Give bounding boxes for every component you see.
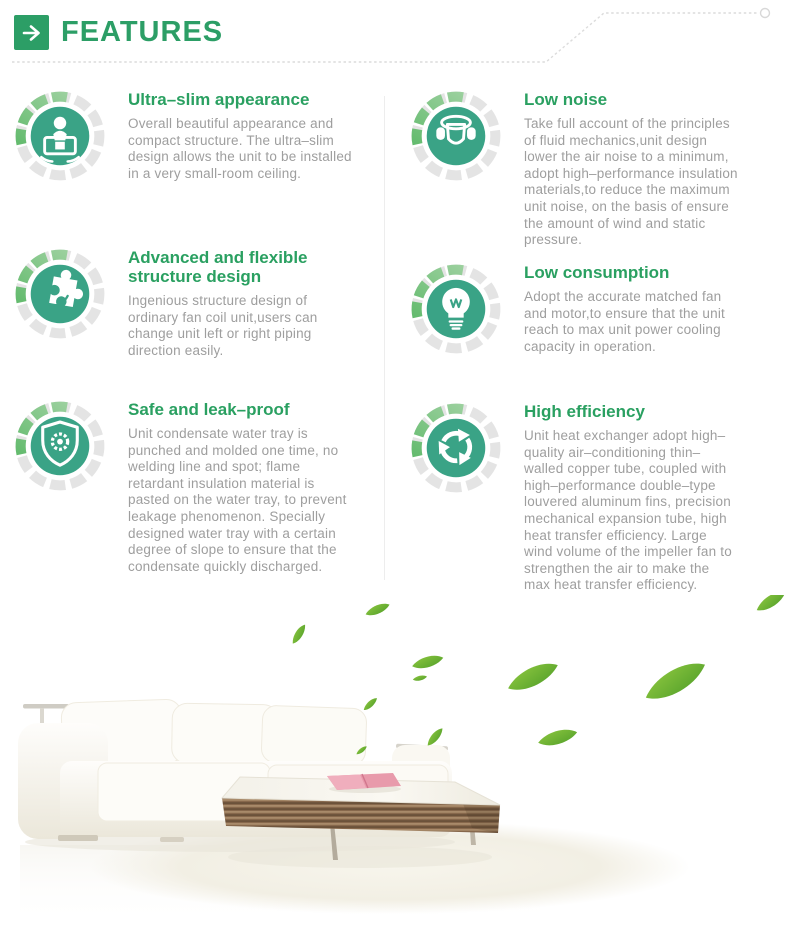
recycle-icon bbox=[408, 400, 504, 496]
feature-title: Safe and leak–proof bbox=[128, 400, 290, 419]
feature-ultra-slim bbox=[12, 88, 356, 184]
feature-title: Low consumption bbox=[524, 263, 670, 282]
feature-body: Unit condensate water tray is punched and molded one time, no welding line and spot; flame retardant insulation material is pasted on the water tray, to prevent leakage phenomenon. Specially designed water tray with a certain degree of slope to ensure that the condensate quickly discharged. bbox=[128, 426, 347, 574]
feature-title: Advanced and flexible structure design bbox=[128, 248, 308, 286]
feature-body: Ingenious structure design of ordinary fan coil unit,users can change unit left or right piping direction easily. bbox=[128, 293, 318, 358]
light-bulb-icon bbox=[408, 261, 504, 357]
feature-title: Ultra–slim appearance bbox=[128, 90, 310, 109]
feature-body: Take full account of the principles of fluid mechanics,unit design lower the air noise to a minimum, adopt high–performance insulation materials,to reduce the maximum unit noise, on the basis of ensure the amount of wind and static pressure. bbox=[524, 116, 738, 248]
feature-title: Low noise bbox=[524, 90, 608, 109]
feature-low-noise bbox=[408, 88, 738, 249]
feature-body: Overall beautiful appearance and compact structure. The ultra–slim design allows the unit to be installed in a very small-room ceiling. bbox=[128, 116, 352, 181]
feature-title: High efficiency bbox=[524, 402, 645, 421]
ear-protection-icon bbox=[408, 88, 504, 184]
page-header bbox=[14, 15, 223, 50]
shield-gear-icon bbox=[12, 398, 108, 494]
pink-book bbox=[327, 773, 401, 793]
feature-body: Unit heat exchanger adopt high–quality air–conditioning thin–walled copper tube, coupled with high–performance double–type louvered aluminum fins, precision mechanical expansion tube, high heat transfer efficiency. Large wind volume of the impeller fan to strengthen the air to make the max heat transfer efficiency. bbox=[524, 428, 732, 593]
slim-unit-person-icon bbox=[12, 88, 108, 184]
arrow-right-icon bbox=[14, 15, 49, 50]
feature-body: Adopt the accurate matched fan and motor,to ensure that the unit reach to max unit power cooling capacity in operation. bbox=[524, 289, 725, 354]
coffee-table bbox=[222, 773, 500, 868]
feature-structure-design bbox=[12, 246, 356, 359]
feature-high-efficiency bbox=[408, 400, 738, 594]
feature-low-consumption bbox=[408, 261, 738, 357]
feature-leak-proof bbox=[12, 398, 356, 575]
living-room-scene bbox=[0, 595, 790, 931]
page-title: FEATURES bbox=[61, 16, 224, 48]
puzzle-piece-icon bbox=[12, 246, 108, 342]
column-divider bbox=[384, 96, 385, 580]
